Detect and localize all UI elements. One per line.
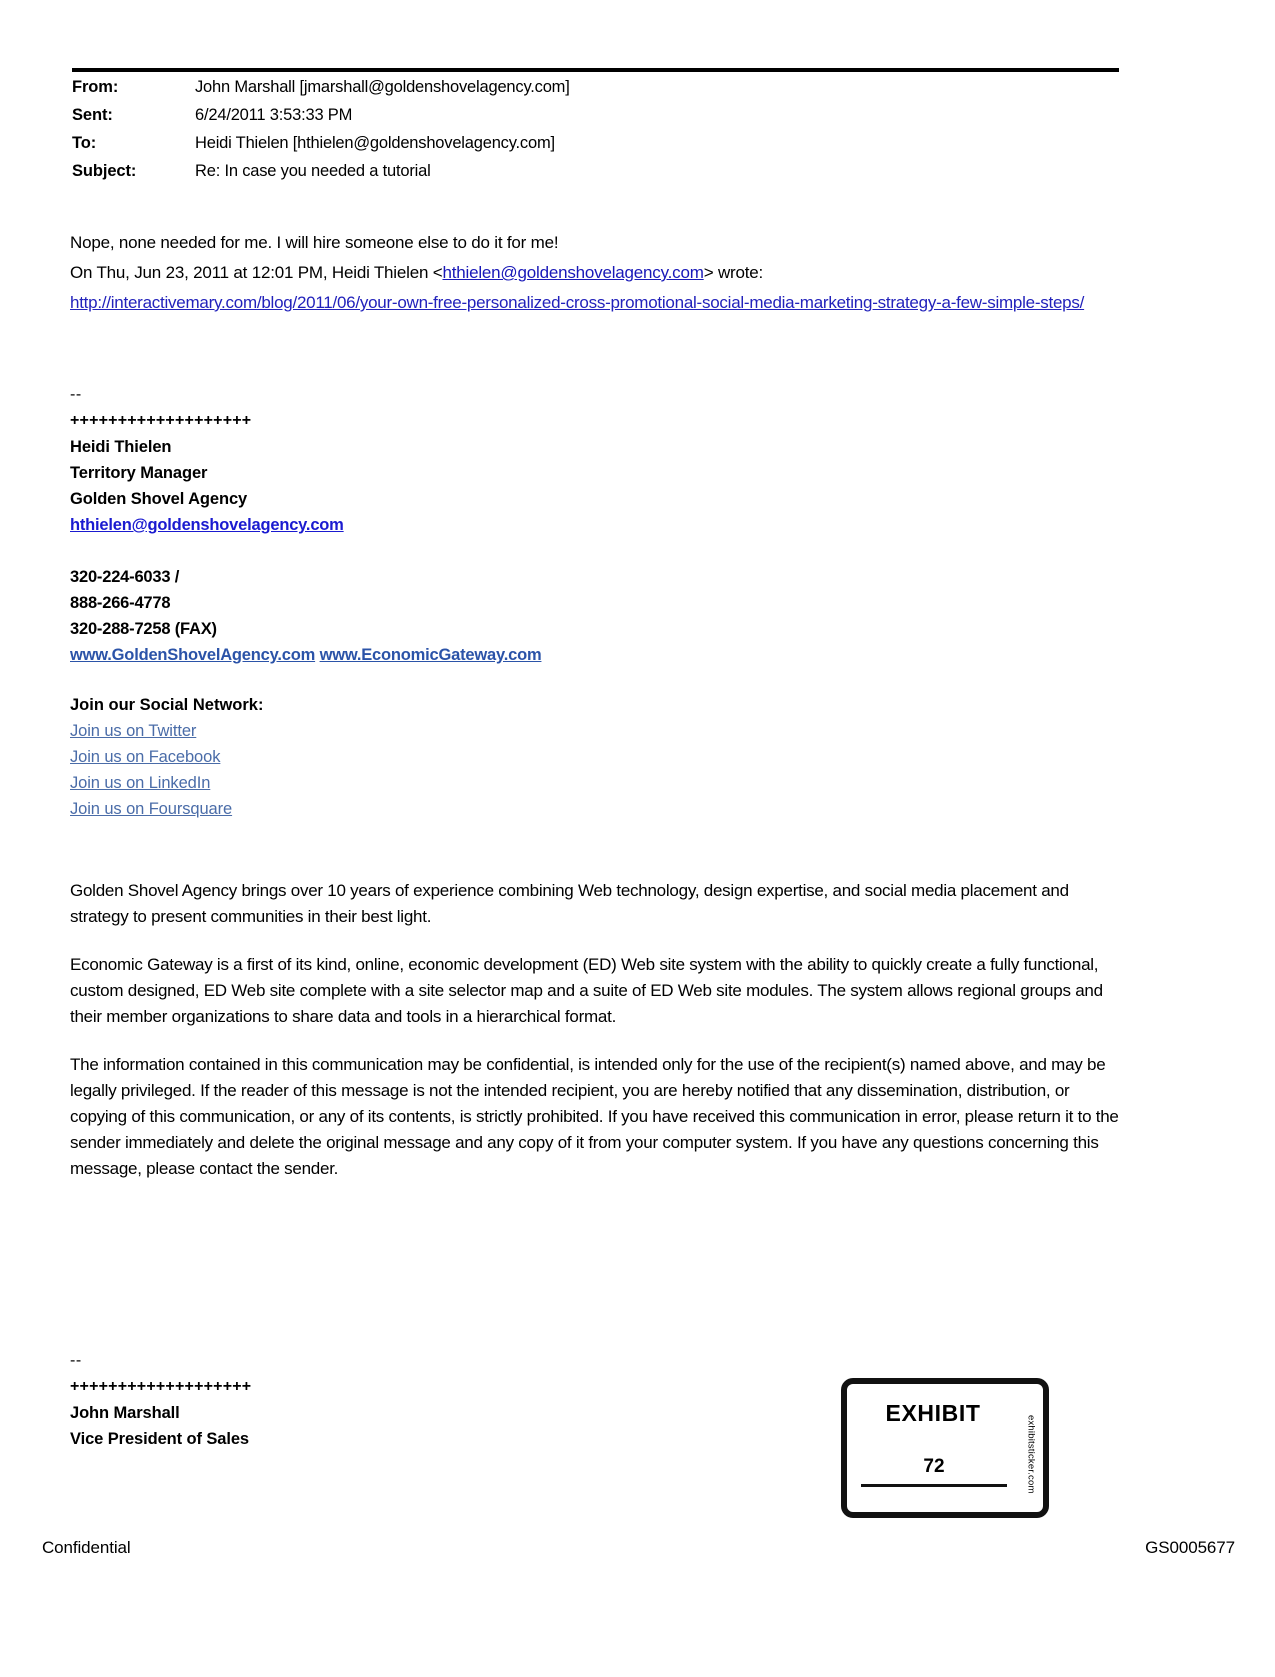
signature-website-economicgateway-link[interactable]: www.EconomicGateway.com [319,646,542,664]
social-link-foursquare[interactable]: Join us on Foursquare [70,800,233,818]
header-label-to: To: [72,134,97,152]
boilerplate-paragraphs [70,878,1128,1204]
paragraph-about-agency: Golden Shovel Agency brings over 10 years of experience combining Web technology, design expertise, and social media placement and strategy to present communities in their best light. [70,881,1069,926]
paragraph-about-gateway: Economic Gateway is a first of its kind, online, economic development (ED) Web site system with the ability to quickly create a fully functional, custom designed, ED Web site complete with a site selector map and a suite of ED Web site modules. The system allows regional groups and their member organizations to share data and tools in a hierarchical format. [70,955,1103,1026]
header-row-from [72,78,1122,106]
header-value-sent: 6/24/2011 3:53:33 PM [195,106,353,124]
signature-name: Heidi Thielen [70,438,172,456]
signature-spacer [70,538,770,564]
exhibit-stamp-number: 72 [861,1456,1007,1487]
signature-phone-primary: 320-224-6033 / [70,568,180,586]
exhibit-sticker-source-label: exhibitsticker.com [1025,1414,1037,1494]
social-link-linkedin[interactable]: Join us on LinkedIn [70,774,211,792]
quote-intro-suffix: > wrote: [703,263,764,282]
exhibit-stamp [841,1378,1049,1518]
header-value-to: Heidi Thielen [hthielen@goldenshovelagency.com] [195,134,555,152]
social-network-heading: Join our Social Network: [70,696,264,714]
signature-phone-group [70,564,770,642]
signature-company: Golden Shovel Agency [70,490,248,508]
quote-attribution-line [70,258,1125,288]
header-label-subject: Subject: [72,162,137,180]
header-label-from: From: [72,78,119,96]
social-link-twitter[interactable]: Join us on Twitter [70,722,197,740]
signature-title: Territory Manager [70,464,208,482]
header-value-subject: Re: In case you needed a tutorial [195,162,431,180]
header-label-sent: Sent: [72,106,113,124]
header-row-sent [72,106,1122,134]
header-row-to [72,134,1122,162]
signature-plus-divider: +++++++++++++++++++ [70,412,252,429]
quoted-signature-heidi [70,382,770,822]
signature-john-plus-divider: +++++++++++++++++++ [70,1378,252,1395]
header-value-from: John Marshall [jmarshall@goldenshovelagency.com] [195,78,570,96]
signature-phone-secondary: 888-266-4778 [70,594,171,612]
social-link-facebook[interactable]: Join us on Facebook [70,748,221,766]
paragraph-confidentiality-notice: The information contained in this communication may be confidential, is intended only for the use of the recipient(s) named above, and may be legally privileged. If the reader of this message is not the intended recipient, you are hereby notified that any dissemination, distribution, or copying of this communication, or any of its contents, is strictly prohibited. If you have received this communication in error, please return it to the sender immediately and delete the original message and any copy of it from your computer system. If you have any questions concerning this message, please contact the sender. [70,1055,1119,1178]
quoted-sender-email-link[interactable]: hthielen@goldenshovelagency.com [442,263,704,282]
quote-intro-prefix: On Thu, Jun 23, 2011 at 12:01 PM, Heidi Thielen < [70,263,443,282]
signature-email-link[interactable]: hthielen@goldenshovelagency.com [70,516,344,534]
signature-john [70,1348,670,1452]
signature-john-title: Vice President of Sales [70,1430,249,1448]
footer-confidential-label: Confidential [42,1538,131,1557]
email-body [70,228,1125,318]
reply-text: Nope, none needed for me. I will hire someone else to do it for me! [70,233,559,252]
header-divider-rule [72,68,1119,72]
email-header [72,78,1122,190]
signature-fax: 320-288-7258 (FAX) [70,620,217,638]
signature-dash-separator: -- [70,386,82,403]
signature-john-dash-separator: -- [70,1352,82,1369]
exhibit-stamp-title: EXHIBIT [885,1400,981,1426]
signature-john-name: John Marshall [70,1404,180,1422]
footer-bates-number: GS0005677 [1145,1538,1235,1557]
header-row-subject [72,162,1122,190]
signature-website-goldenshovel-link[interactable]: www.GoldenShovelAgency.com [70,646,316,664]
quoted-article-url-link[interactable]: http://interactivemary.com/blog/2011/06/your-own-free-personalized-cross-promotional-social-media-marketing-strategy-a-few-simple-steps/ [70,293,1085,312]
